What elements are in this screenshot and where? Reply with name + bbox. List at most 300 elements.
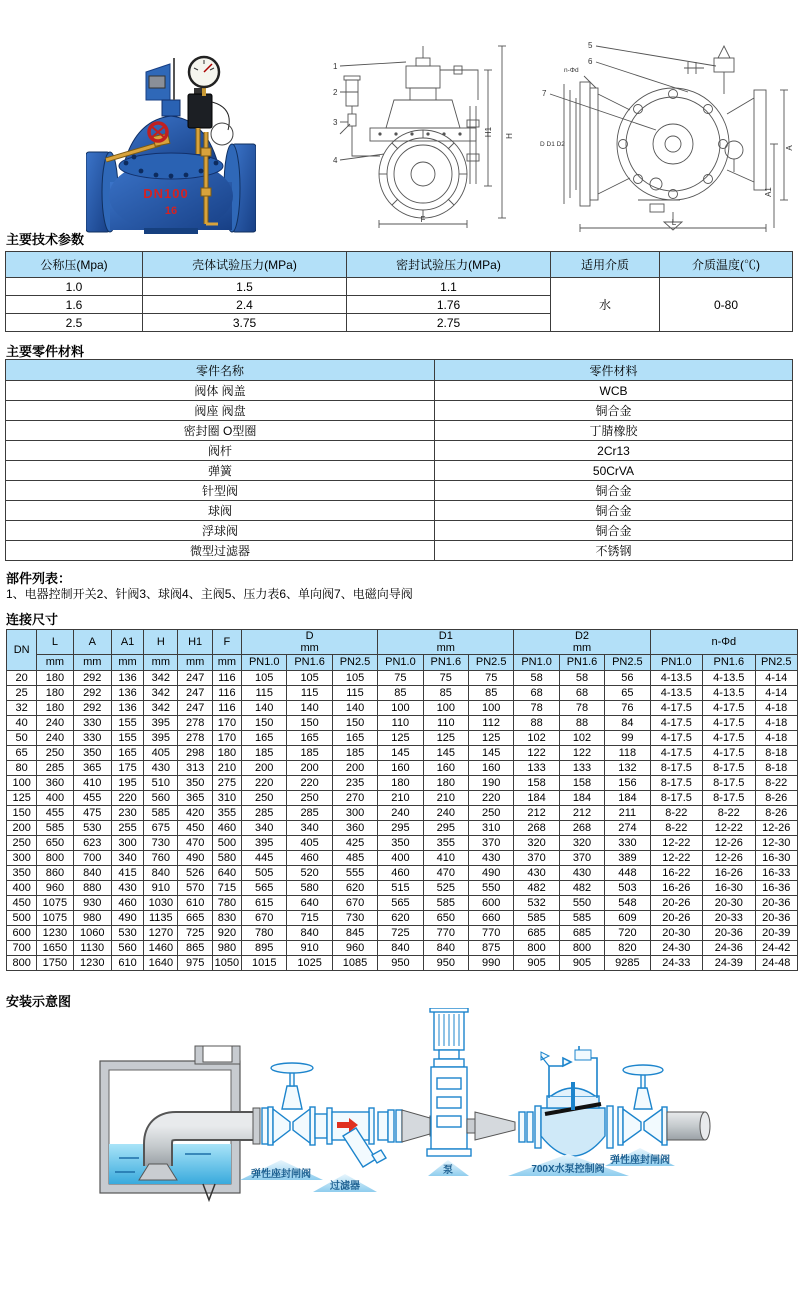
cell: 895 xyxy=(242,941,287,956)
cell: 400 xyxy=(7,881,37,896)
table-row xyxy=(7,911,798,926)
cell: 905 xyxy=(559,956,604,971)
cell: 1.0 xyxy=(6,278,143,296)
cell: 184 xyxy=(605,791,650,806)
cell: 278 xyxy=(178,716,212,731)
cell: 770 xyxy=(469,926,514,941)
section-title-installation: 安装示意图 xyxy=(6,994,72,1009)
cell: 24-30 xyxy=(650,941,702,956)
cell: 100 xyxy=(423,701,468,716)
front-view-line-art xyxy=(328,36,533,228)
cell: 180 xyxy=(37,686,73,701)
cell: 8-17.5 xyxy=(650,776,702,791)
cell: 105 xyxy=(242,671,287,686)
cell: 268 xyxy=(514,821,559,836)
cell: 155 xyxy=(111,731,143,746)
cell: 145 xyxy=(423,746,468,761)
group-unit: mm xyxy=(436,642,455,655)
col-header: 壳体试验压力(MPa) xyxy=(143,252,347,278)
cell: 4-13.5 xyxy=(703,671,755,686)
cell: 285 xyxy=(242,806,287,821)
group-unit: mm xyxy=(300,642,319,655)
cell: 1130 xyxy=(73,941,111,956)
cell: 110 xyxy=(423,716,468,731)
label-strainer: 过滤器 xyxy=(330,1181,360,1192)
cell: 8-18 xyxy=(755,746,798,761)
pn-header: PN1.0 xyxy=(650,655,702,671)
dim-l-label: L xyxy=(671,218,677,227)
cell: 12-22 xyxy=(650,851,702,866)
cell: 1135 xyxy=(144,911,178,926)
cell: 150 xyxy=(7,806,37,821)
cell: 585 xyxy=(144,806,178,821)
cell: 450 xyxy=(7,896,37,911)
cell: 4-14 xyxy=(755,671,798,686)
col-group-d1 xyxy=(378,630,514,655)
cell: 1025 xyxy=(287,956,332,971)
cell: 840 xyxy=(423,941,468,956)
cell: 68 xyxy=(514,686,559,701)
cell: 118 xyxy=(605,746,650,761)
callout-3: 3 xyxy=(333,118,338,127)
cell: 685 xyxy=(559,926,604,941)
cell: 68 xyxy=(559,686,604,701)
cell: 200 xyxy=(7,821,37,836)
cell: 铜合金 xyxy=(435,521,793,541)
cell: 340 xyxy=(287,821,332,836)
cell: 180 xyxy=(37,701,73,716)
cell: 8-17.5 xyxy=(650,791,702,806)
cell: 32 xyxy=(7,701,37,716)
cell: 12-30 xyxy=(755,836,798,851)
cell: 800 xyxy=(37,851,73,866)
cell: 4-17.5 xyxy=(703,731,755,746)
cell: 158 xyxy=(559,776,604,791)
cell: 920 xyxy=(212,926,241,941)
group-label: D xyxy=(305,630,314,642)
cell: 8-17.5 xyxy=(703,791,755,806)
cell: 910 xyxy=(144,881,178,896)
cell: 211 xyxy=(605,806,650,821)
cell: 25 xyxy=(7,686,37,701)
technical-drawing-front-view xyxy=(328,36,533,228)
cell: 650 xyxy=(423,911,468,926)
cell: 20-26 xyxy=(650,911,702,926)
cell: 4-18 xyxy=(755,731,798,746)
cell: 475 xyxy=(73,806,111,821)
cell: 1270 xyxy=(144,926,178,941)
cell: 330 xyxy=(73,716,111,731)
valve-model-marking: DN100 xyxy=(143,186,189,201)
dim-h1-label: H1 xyxy=(484,126,493,138)
cell: 760 xyxy=(144,851,178,866)
table-row xyxy=(7,686,798,701)
label-pump: 泵 xyxy=(443,1165,453,1176)
cell: 不锈钢 xyxy=(435,541,793,561)
cell: 560 xyxy=(144,791,178,806)
cell: 295 xyxy=(378,821,423,836)
table-row xyxy=(6,401,793,421)
cell: 4-13.5 xyxy=(650,671,702,686)
cell: 565 xyxy=(242,881,287,896)
cell: 610 xyxy=(178,896,212,911)
cell: 420 xyxy=(178,806,212,821)
cell: 240 xyxy=(378,806,423,821)
table-row xyxy=(7,821,798,836)
cell: 铜合金 xyxy=(435,501,793,521)
connection-header-row-2 xyxy=(7,655,798,671)
medium-cell: 水 xyxy=(551,278,660,332)
cell: 730 xyxy=(144,836,178,851)
unit-header: mm xyxy=(111,655,143,671)
parts-list-text: 1、电器控制开关2、针阀3、球阀4、主阀5、压力表6、单向阀7、电磁向导阀 xyxy=(6,587,413,601)
cell: 12-22 xyxy=(703,821,755,836)
cell: 1460 xyxy=(144,941,178,956)
cell: 860 xyxy=(37,866,73,881)
cell: 140 xyxy=(242,701,287,716)
cell: 150 xyxy=(287,716,332,731)
cell: 4-18 xyxy=(755,701,798,716)
cell: 585 xyxy=(37,821,73,836)
cell: 980 xyxy=(212,941,241,956)
section-title-tech-params: 主要技术参数 xyxy=(6,232,85,247)
cell: 220 xyxy=(287,776,332,791)
unit-header: mm xyxy=(73,655,111,671)
cell: 310 xyxy=(469,821,514,836)
cell: 410 xyxy=(73,776,111,791)
unit-header: mm xyxy=(212,655,241,671)
cell: 505 xyxy=(242,866,287,881)
cell: 105 xyxy=(332,671,377,686)
col-group-d2 xyxy=(514,630,650,655)
cell: 720 xyxy=(605,926,650,941)
callout-1: 1 xyxy=(333,62,338,71)
cell: 4-17.5 xyxy=(650,731,702,746)
cell: 780 xyxy=(242,926,287,941)
cell: 116 xyxy=(212,686,241,701)
cell: 4-13.5 xyxy=(703,686,755,701)
cell: 8-22 xyxy=(650,806,702,821)
cell: 240 xyxy=(423,806,468,821)
tech-header-row xyxy=(6,252,793,278)
cell: 180 xyxy=(423,776,468,791)
cell: 370 xyxy=(469,836,514,851)
table-row xyxy=(7,761,798,776)
table-row xyxy=(6,441,793,461)
cell: 20-33 xyxy=(703,911,755,926)
pn-header: PN2.5 xyxy=(332,655,377,671)
cell: 555 xyxy=(332,866,377,881)
cell: WCB xyxy=(435,381,793,401)
cell: 298 xyxy=(178,746,212,761)
pn-header: PN1.0 xyxy=(514,655,559,671)
cell: 355 xyxy=(212,806,241,821)
cell: 389 xyxy=(605,851,650,866)
cell: 342 xyxy=(144,701,178,716)
cell: 1230 xyxy=(73,956,111,971)
cell: 685 xyxy=(514,926,559,941)
cell: 密封圈 O型圈 xyxy=(6,421,435,441)
cell: 1075 xyxy=(37,911,73,926)
cell: 1085 xyxy=(332,956,377,971)
cell: 115 xyxy=(287,686,332,701)
cell: 405 xyxy=(144,746,178,761)
cell: 395 xyxy=(242,836,287,851)
cell: 580 xyxy=(287,881,332,896)
cell: 365 xyxy=(73,761,111,776)
cell: 180 xyxy=(37,671,73,686)
cell: 125 xyxy=(469,731,514,746)
cell: 609 xyxy=(605,911,650,926)
cell: 16-22 xyxy=(650,866,702,881)
table-row xyxy=(6,481,793,501)
cell: 133 xyxy=(514,761,559,776)
table-row xyxy=(7,866,798,881)
cell: 1750 xyxy=(37,956,73,971)
group-label: D1 xyxy=(438,630,453,642)
label-700x-control-valve: 700X水泵控制阀 xyxy=(531,1164,605,1175)
table-row xyxy=(7,941,798,956)
cell: 980 xyxy=(73,911,111,926)
unit-header: mm xyxy=(144,655,178,671)
cell: 425 xyxy=(332,836,377,851)
cell: 102 xyxy=(559,731,604,746)
cell: 292 xyxy=(73,701,111,716)
group-unit: mm xyxy=(572,642,592,655)
cell: 278 xyxy=(178,731,212,746)
cell: 275 xyxy=(212,776,241,791)
pn-header: PN1.6 xyxy=(287,655,332,671)
cell: 960 xyxy=(37,881,73,896)
cell: 430 xyxy=(469,851,514,866)
callout-6: 6 xyxy=(588,57,593,66)
cell: 165 xyxy=(111,746,143,761)
pn-header: PN1.6 xyxy=(423,655,468,671)
cell: 670 xyxy=(332,896,377,911)
cell: 180 xyxy=(378,776,423,791)
cell: 165 xyxy=(332,731,377,746)
cell: 715 xyxy=(287,911,332,926)
cell: 145 xyxy=(378,746,423,761)
cell: 2.4 xyxy=(143,296,347,314)
cell: 640 xyxy=(212,866,241,881)
cell: 660 xyxy=(469,911,514,926)
unit-header: mm xyxy=(37,655,73,671)
cell: 65 xyxy=(605,686,650,701)
cell: 530 xyxy=(73,821,111,836)
pn-header: PN1.6 xyxy=(703,655,755,671)
cell: 115 xyxy=(332,686,377,701)
cell: 700 xyxy=(73,851,111,866)
cell: 200 xyxy=(332,761,377,776)
cell: 58 xyxy=(514,671,559,686)
cell: 530 xyxy=(111,926,143,941)
col-header: A xyxy=(73,630,111,655)
cell: 136 xyxy=(111,671,143,686)
dim-h-label: H xyxy=(505,133,514,139)
cell: 470 xyxy=(423,866,468,881)
cell: 585 xyxy=(559,911,604,926)
materials-table xyxy=(5,359,793,561)
cell: 715 xyxy=(212,881,241,896)
cell: 430 xyxy=(559,866,604,881)
cell: 405 xyxy=(287,836,332,851)
cell: 600 xyxy=(469,896,514,911)
cell: 482 xyxy=(514,881,559,896)
cell: 20-36 xyxy=(755,896,798,911)
cell: 185 xyxy=(287,746,332,761)
cell: 80 xyxy=(7,761,37,776)
cell: 340 xyxy=(242,821,287,836)
cell: 170 xyxy=(212,716,241,731)
cell: 2Cr13 xyxy=(435,441,793,461)
cell: 455 xyxy=(37,806,73,821)
cell: 1030 xyxy=(144,896,178,911)
cell: 24-36 xyxy=(703,941,755,956)
cell: 150 xyxy=(242,716,287,731)
cell: 220 xyxy=(111,791,143,806)
cell: 阀体 阀盖 xyxy=(6,381,435,401)
cell: 500 xyxy=(212,836,241,851)
cell: 112 xyxy=(469,716,514,731)
cell: 210 xyxy=(423,791,468,806)
cell: 905 xyxy=(514,956,559,971)
cell: 240 xyxy=(37,731,73,746)
cell: 75 xyxy=(378,671,423,686)
materials-table-body xyxy=(6,381,793,561)
callout-7: 7 xyxy=(542,89,547,98)
cell: 520 xyxy=(287,866,332,881)
cell: 20 xyxy=(7,671,37,686)
cell: 880 xyxy=(73,881,111,896)
cell: 8-17.5 xyxy=(703,761,755,776)
col-header: F xyxy=(212,630,241,655)
col-header: H xyxy=(144,630,178,655)
cell: 250 xyxy=(287,791,332,806)
label-gate-valve-left: 弹性座封闸阀 xyxy=(251,1169,311,1180)
cell: 115 xyxy=(242,686,287,701)
cell: 3.75 xyxy=(143,314,347,332)
cell: 395 xyxy=(144,731,178,746)
cell: 448 xyxy=(605,866,650,881)
cell: 310 xyxy=(212,791,241,806)
cell: 350 xyxy=(7,866,37,881)
cell: 微型过滤器 xyxy=(6,541,435,561)
cell: 88 xyxy=(514,716,559,731)
cell: 24-39 xyxy=(703,956,755,971)
table-row xyxy=(7,791,798,806)
cell: 4-17.5 xyxy=(703,701,755,716)
cell: 160 xyxy=(469,761,514,776)
cell: 675 xyxy=(144,821,178,836)
cell: 342 xyxy=(144,671,178,686)
cell: 532 xyxy=(514,896,559,911)
cell: 490 xyxy=(178,851,212,866)
cell: 84 xyxy=(605,716,650,731)
cell: 212 xyxy=(514,806,559,821)
cell: 16-33 xyxy=(755,866,798,881)
cell: 360 xyxy=(332,821,377,836)
table-row xyxy=(6,381,793,401)
cell: 725 xyxy=(178,926,212,941)
cell: 125 xyxy=(378,731,423,746)
cell: 4-17.5 xyxy=(650,701,702,716)
technical-drawing-side-view xyxy=(538,32,800,237)
cell: 650 xyxy=(37,836,73,851)
cell: 268 xyxy=(559,821,604,836)
table-row xyxy=(7,836,798,851)
col-header: H1 xyxy=(178,630,212,655)
cell: 200 xyxy=(287,761,332,776)
connection-header-row-1 xyxy=(7,630,798,655)
cell: 190 xyxy=(469,776,514,791)
cell: 184 xyxy=(514,791,559,806)
table-row xyxy=(6,278,793,296)
col-group-d xyxy=(242,630,378,655)
cell: 930 xyxy=(73,896,111,911)
cell: 445 xyxy=(242,851,287,866)
cell: 355 xyxy=(423,836,468,851)
cell: 1.6 xyxy=(6,296,143,314)
table-row xyxy=(7,851,798,866)
cell: 195 xyxy=(111,776,143,791)
cell: 580 xyxy=(212,851,241,866)
cell: 160 xyxy=(423,761,468,776)
cell: 247 xyxy=(178,671,212,686)
cell: 122 xyxy=(559,746,604,761)
cell: 548 xyxy=(605,896,650,911)
cell: 320 xyxy=(559,836,604,851)
dim-d-d1-d2-label: D D1 D2 xyxy=(540,141,565,148)
cell: 235 xyxy=(332,776,377,791)
cell: 丁腈橡胶 xyxy=(435,421,793,441)
cell: 300 xyxy=(111,836,143,851)
cell: 125 xyxy=(423,731,468,746)
cell: 395 xyxy=(144,716,178,731)
table-row xyxy=(6,541,793,561)
cell: 20-36 xyxy=(703,926,755,941)
cell: 585 xyxy=(423,896,468,911)
cell: 浮球阀 xyxy=(6,521,435,541)
valve-product-photo xyxy=(86,36,256,234)
cell: 122 xyxy=(514,746,559,761)
cell: 840 xyxy=(144,866,178,881)
cell: 550 xyxy=(469,881,514,896)
cell: 4-13.5 xyxy=(650,686,702,701)
table-row xyxy=(6,521,793,541)
table-row xyxy=(7,776,798,791)
cell: 8-18 xyxy=(755,761,798,776)
cell: 铜合金 xyxy=(435,481,793,501)
cell: 247 xyxy=(178,686,212,701)
cell: 285 xyxy=(287,806,332,821)
cell: 8-26 xyxy=(755,791,798,806)
cell: 56 xyxy=(605,671,650,686)
cell: 140 xyxy=(287,701,332,716)
cell: 184 xyxy=(559,791,604,806)
cell: 4-17.5 xyxy=(650,716,702,731)
cell: 340 xyxy=(111,851,143,866)
cell: 145 xyxy=(469,746,514,761)
cell: 85 xyxy=(469,686,514,701)
cell: 12-26 xyxy=(755,821,798,836)
cell: 200 xyxy=(242,761,287,776)
col-group-nphid: n-Φd xyxy=(650,630,797,655)
cell: 247 xyxy=(178,701,212,716)
cell: 415 xyxy=(111,866,143,881)
cell: 阀杆 xyxy=(6,441,435,461)
cell: 700 xyxy=(7,941,37,956)
